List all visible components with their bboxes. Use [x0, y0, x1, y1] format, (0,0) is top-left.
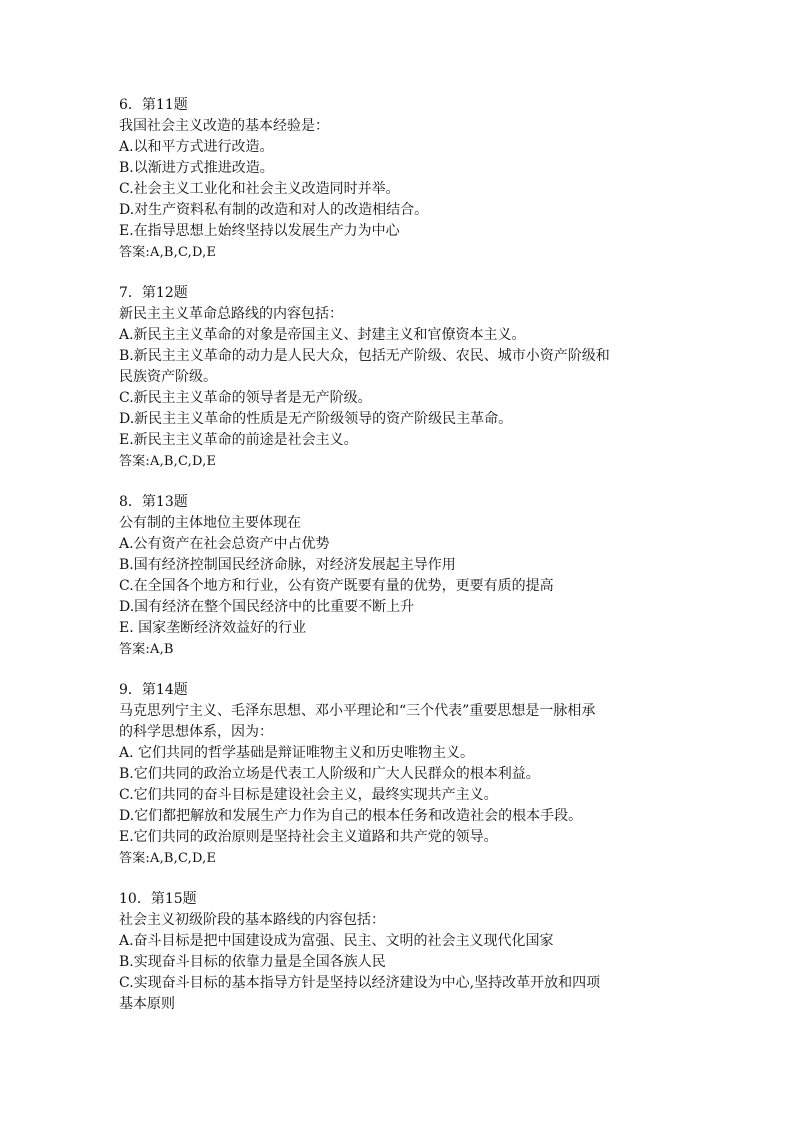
- option-c: C.在全国各个地方和行业，公有资产既要有量的优势，更要有质的提高: [119, 578, 554, 594]
- option-c: C.它们共同的奋斗目标是建设社会主义，最终实现共产主义。: [119, 787, 498, 803]
- answer-line: 答案:A,B: [119, 642, 174, 657]
- question-stem-continued: 的科学思想体系，因为：: [119, 724, 273, 740]
- question-7: [119, 283, 699, 472]
- question-stem: 公有制的主体地位主要体现在: [119, 515, 301, 531]
- option-c: C.实现奋斗目标的基本指导方针是坚持以经济建设为中心,坚持改革开放和四项: [119, 975, 601, 991]
- answer-line: 答案:A,B,C,D,E: [119, 851, 217, 866]
- question-6: [119, 95, 699, 263]
- option-e: E.它们共同的政治原则是坚持社会主义道路和共产党的领导。: [119, 829, 498, 845]
- option-b-continued: 民族资产阶级。: [119, 369, 217, 385]
- option-d: D.它们都把解放和发展生产力作为自己的根本任务和改造社会的根本手段。: [119, 808, 583, 824]
- option-a: A.奋斗目标是把中国建设成为富强、民主、文明的社会主义现代化国家: [119, 933, 554, 949]
- question-8: [119, 492, 699, 660]
- option-a: A.公有资产在社会总资产中占优势: [119, 536, 330, 552]
- option-e: E. 国家垄断经济效益好的行业: [119, 620, 307, 636]
- option-d: D.对生产资料私有制的改造和对人的改造相结合。: [119, 202, 429, 218]
- document-page: [119, 95, 699, 1035]
- question-header: 10．第15题: [119, 891, 197, 907]
- question-header: 7．第12题: [119, 285, 188, 301]
- question-stem: 新民主主义革命总路线的内容包括：: [119, 306, 343, 322]
- option-b: B.新民主主义革命的动力是人民大众，包括无产阶级、农民、城市小资产阶级和: [119, 348, 610, 364]
- option-c-continued: 基本原则: [119, 996, 175, 1012]
- question-stem: 社会主义初级阶段的基本路线的内容包括：: [119, 912, 385, 928]
- option-a: A.新民主主义革命的对象是帝国主义、封建主义和官僚资本主义。: [119, 327, 526, 343]
- option-d: D.新民主主义革命的性质是无产阶级领导的资产阶级民主革命。: [119, 411, 513, 427]
- option-d: D.国有经济在整个国民经济中的比重要不断上升: [119, 599, 415, 615]
- question-header: 8．第13题: [119, 494, 188, 510]
- option-e: E.新民主主义革命的前途是社会主义。: [119, 432, 358, 448]
- option-c: C.新民主主义革命的领导者是无产阶级。: [119, 390, 372, 406]
- question-9: [119, 680, 699, 869]
- question-stem: 马克思列宁主义、毛泽东思想、邓小平理论和“三个代表”重要思想是一脉相承: [119, 703, 596, 719]
- question-header: 9．第14题: [119, 682, 188, 698]
- option-b: B.实现奋斗目标的依靠力量是全国各族人民: [119, 954, 386, 970]
- question-header: 6．第11题: [119, 97, 188, 113]
- option-b: B.国有经济控制国民经济命脉，对经济发展起主导作用: [119, 557, 456, 573]
- question-10: [119, 889, 699, 1015]
- question-stem: 我国社会主义改造的基本经验是：: [119, 118, 329, 134]
- option-b: B.以渐进方式推进改造。: [119, 160, 274, 176]
- option-c: C.社会主义工业化和社会主义改造同时并举。: [119, 181, 400, 197]
- option-b: B.它们共同的政治立场是代表工人阶级和广大人民群众的根本利益。: [119, 766, 540, 782]
- answer-line: 答案:A,B,C,D,E: [119, 245, 217, 260]
- option-a: A.以和平方式进行改造。: [119, 139, 274, 155]
- answer-line: 答案:A,B,C,D,E: [119, 454, 217, 469]
- option-a: A. 它们共同的哲学基础是辩证唯物主义和历史唯物主义。: [119, 745, 475, 761]
- option-e: E.在指导思想上始终坚持以发展生产力为中心: [119, 223, 400, 239]
